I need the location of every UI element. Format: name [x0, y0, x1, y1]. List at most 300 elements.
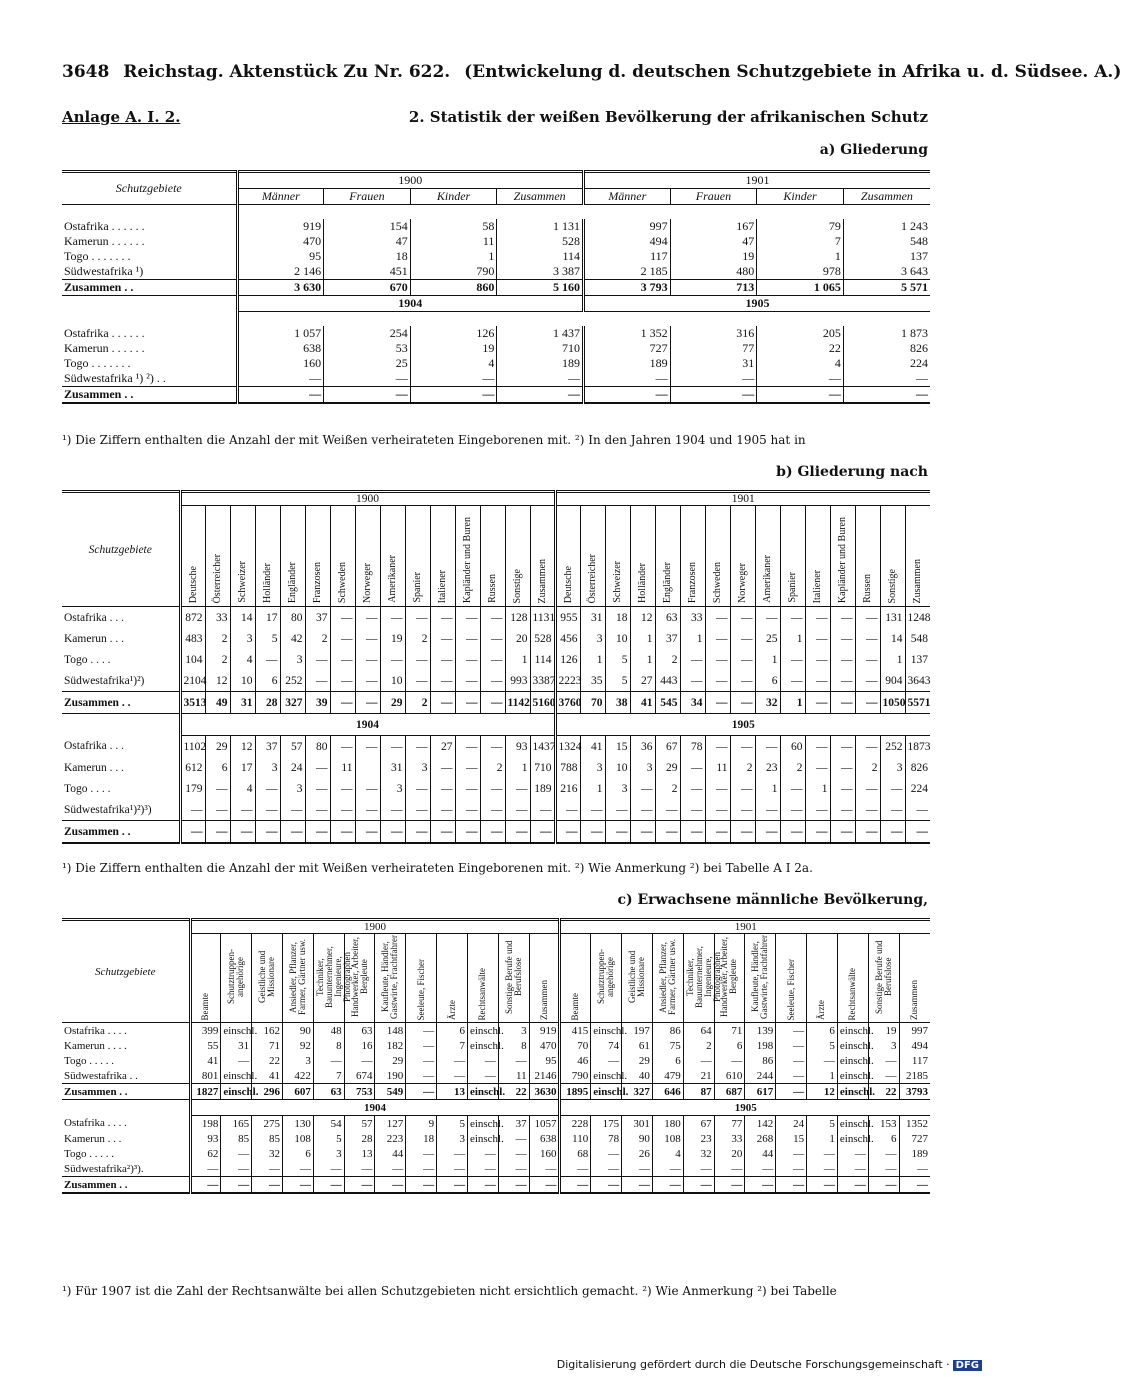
table-cell: 10 [605, 628, 630, 649]
table-cell: einschl. [467, 1038, 498, 1053]
total-cell: 70 [580, 692, 605, 714]
table-cell: 19 [868, 1023, 899, 1039]
column-header-text: Seeleute, Fischer [785, 958, 796, 1020]
table-cell: 31 [580, 607, 605, 629]
total-cell: — [560, 1177, 591, 1194]
table-cell: — [591, 1053, 622, 1068]
table-row [62, 1068, 930, 1084]
table-cell: — [830, 799, 855, 821]
year-header: 1904 [190, 1100, 560, 1116]
table-cell: — [730, 799, 755, 821]
table-cell: 41 [252, 1068, 283, 1084]
table-cell: — [880, 799, 905, 821]
table-cell: — [355, 607, 380, 629]
column-header-text: Rechtsanwälte [847, 967, 858, 1020]
table-cell: — [280, 799, 305, 821]
total-cell: — [480, 692, 505, 714]
table-cell: 25 [755, 628, 780, 649]
table-cell: — [755, 799, 780, 821]
table-cell: 244 [745, 1068, 776, 1084]
table-cell: 175 [591, 1116, 622, 1132]
total-cell: 1827 [190, 1084, 221, 1100]
table-cell: — [780, 607, 805, 629]
table-cell: 6 [807, 1023, 838, 1039]
total-cell: — [406, 1084, 437, 1100]
table-row [62, 1038, 930, 1053]
table-cell: — [330, 628, 355, 649]
table-cell: 3 [380, 778, 405, 799]
table-cell: — [855, 670, 880, 692]
table-cell: 77 [670, 341, 757, 356]
column-header-text: Norweger [362, 563, 373, 603]
table-cell: — [355, 736, 380, 758]
total-cell: — [410, 387, 497, 404]
column-header [705, 506, 730, 607]
table-cell: einschl. [221, 1023, 252, 1039]
total-cell: 41 [630, 692, 655, 714]
table-cell: — [480, 736, 505, 758]
table-cell: 3 [255, 757, 280, 778]
colony-name: Kamerun . . . . . . [64, 341, 145, 355]
year-header: 1901 [584, 172, 931, 189]
table-cell: 4 [230, 649, 255, 670]
table-cell: 55 [190, 1038, 221, 1053]
column-header-row [62, 506, 930, 607]
table-cell: 48 [313, 1023, 344, 1039]
total-cell: — [899, 1177, 930, 1194]
table-cell: — [730, 607, 755, 629]
table-cell: 12 [205, 670, 230, 692]
table-cell: — [652, 1161, 683, 1177]
total-cell: 3 630 [237, 280, 324, 296]
table-cell: 612 [180, 757, 205, 778]
column-header [467, 934, 498, 1023]
table-cell: 1 131 [497, 219, 584, 234]
table-cell: — [705, 778, 730, 799]
year-header: 1900 [180, 492, 555, 506]
table-cell: 130 [282, 1116, 313, 1132]
total-cell: 22 [498, 1084, 529, 1100]
table-cell: — [467, 1161, 498, 1177]
table-cell: 494 [584, 234, 671, 249]
table-cell: — [680, 799, 705, 821]
table-cell: 37 [255, 736, 280, 758]
total-cell: — [757, 387, 844, 404]
table-cell: — [255, 799, 280, 821]
table-cell: 451 [324, 264, 411, 280]
column-header-text: Handwerker, Arbeiter, Bergleute [349, 937, 369, 1017]
year-header: 1905 [560, 1100, 930, 1116]
column-header [630, 506, 655, 607]
digitization-credit [557, 1358, 982, 1371]
column-header [580, 506, 605, 607]
table-cell: — [830, 757, 855, 778]
table-cell: — [255, 649, 280, 670]
table-cell: 727 [584, 341, 671, 356]
table-cell: 71 [252, 1038, 283, 1053]
table-cell: — [807, 1161, 838, 1177]
table-cell: 904 [880, 670, 905, 692]
table-cell: 80 [305, 736, 330, 758]
table-cell: — [410, 371, 497, 387]
table-cell: — [380, 736, 405, 758]
column-header [830, 506, 855, 607]
table-cell: 3 [280, 778, 305, 799]
column-header: Zusammen [497, 189, 584, 205]
total-label: Zusammen . . [64, 1178, 128, 1191]
table-cell: 528 [497, 234, 584, 249]
year-header: 1901 [560, 920, 930, 934]
table-cell: 95 [237, 249, 324, 264]
column-header: Frauen [324, 189, 411, 205]
table-cell: — [855, 799, 880, 821]
table-cell: 3 [498, 1023, 529, 1039]
table-cell: 47 [670, 234, 757, 249]
total-cell: 753 [344, 1084, 375, 1100]
table-cell: 148 [375, 1023, 406, 1039]
table-cell: — [480, 607, 505, 629]
table-cell: — [714, 1053, 745, 1068]
column-header: Kinder [410, 189, 497, 205]
table-cell: — [705, 736, 730, 758]
total-label: Zusammen . . [64, 696, 131, 709]
table-cell: 5 [255, 628, 280, 649]
column-header-text: Techniker, Bauunternehmer, Ingenieure, Photographen [314, 946, 352, 1008]
table-cell: einschl. [837, 1116, 868, 1132]
table-cell: 919 [237, 219, 324, 234]
total-cell: 3630 [529, 1084, 560, 1100]
section-a-subtitle: a) Gliederung [819, 142, 928, 158]
column-header [905, 506, 930, 607]
table-row [62, 1023, 930, 1039]
column-header-text: Russen [862, 574, 873, 603]
table-cell: 1131 [530, 607, 555, 629]
table-cell: — [730, 628, 755, 649]
table-cell: 2 [655, 778, 680, 799]
table-cell: — [605, 799, 630, 821]
table-cell: — [480, 649, 505, 670]
table-cell: — [190, 1161, 221, 1177]
table-row [62, 799, 930, 821]
table-cell: 67 [683, 1116, 714, 1132]
column-header-text: Franzosen [312, 561, 323, 603]
table-cell: 1 [805, 778, 830, 799]
table-cell: — [830, 628, 855, 649]
total-cell: 1050 [880, 692, 905, 714]
table-cell: — [868, 1161, 899, 1177]
page-title: 2. Statistik der weißen Bevölkerung der afrikanischen Schutz [408, 108, 928, 126]
table-cell: 3 [580, 628, 605, 649]
table-cell: 71 [714, 1023, 745, 1039]
table-cell: 53 [324, 341, 411, 356]
total-cell: — [280, 821, 305, 844]
column-header-text: Kaufleute, Händler, Gastwirte, Frachtfahrer [750, 935, 770, 1019]
year-row [62, 296, 930, 312]
section-c-footnote: ¹) Für 1907 ist die Zahl der Rechtsanwälte bei allen Schutzgebieten nicht ersichtlich gemacht. ²) Wie Anmerkung ²) bei Tabelle [62, 1284, 837, 1298]
table-cell: einschl. [467, 1023, 498, 1039]
table-cell: 54 [313, 1116, 344, 1132]
column-header-text: Franzosen [687, 561, 698, 603]
colony-name: Südwestafrika ¹) [64, 264, 144, 278]
colony-name: Ostafrika . . . . . . [64, 326, 145, 340]
table-cell: — [555, 799, 580, 821]
total-cell: — [730, 692, 755, 714]
total-cell: — [252, 1177, 283, 1194]
table-cell: — [899, 1161, 930, 1177]
table-cell: — [405, 649, 430, 670]
column-header: Zusammen [843, 189, 930, 205]
table-cell: 25 [324, 356, 411, 371]
total-cell: — [313, 1177, 344, 1194]
table-cell: 494 [899, 1038, 930, 1053]
colony-name: Kamerun . . . [64, 632, 125, 645]
total-cell: 607 [282, 1084, 313, 1100]
table-cell: 2 [480, 757, 505, 778]
total-cell: — [375, 1177, 406, 1194]
table-cell: — [868, 1053, 899, 1068]
table-cell: — [730, 649, 755, 670]
total-cell: — [843, 387, 930, 404]
table-cell: 470 [529, 1038, 560, 1053]
table-cell: — [670, 371, 757, 387]
year-row [62, 492, 930, 506]
table-cell: — [498, 1161, 529, 1177]
table-cell: 29 [622, 1053, 653, 1068]
table-cell: — [855, 649, 880, 670]
table-cell: 1 [680, 628, 705, 649]
total-cell: — [529, 1177, 560, 1194]
table-cell: 27 [630, 670, 655, 692]
table-cell: — [430, 799, 455, 821]
table-cell: 7 [757, 234, 844, 249]
table-cell: 790 [410, 264, 497, 280]
table-cell: — [705, 649, 730, 670]
column-header-text: Österreicher [212, 553, 223, 603]
total-row [62, 280, 930, 296]
column-header-text: Zusammen [536, 558, 548, 603]
publication-reference: Reichstag. Aktenstück Zu Nr. 622. [123, 62, 451, 82]
table-cell: 710 [530, 757, 555, 778]
table-row [62, 371, 930, 387]
total-cell: — [584, 387, 671, 404]
table-cell: — [905, 799, 930, 821]
total-cell: — [622, 1177, 653, 1194]
table-cell: 1 057 [237, 326, 324, 341]
table-cell: 19 [670, 249, 757, 264]
table-cell: einschl. [837, 1068, 868, 1084]
table-cell: 142 [745, 1116, 776, 1132]
table-cell: — [480, 628, 505, 649]
table-cell: 6 [755, 670, 780, 692]
total-cell: — [437, 1177, 468, 1194]
table-cell: 189 [584, 356, 671, 371]
table-cell: — [406, 1146, 437, 1161]
table-cell: 24 [280, 757, 305, 778]
table-cell: 33 [714, 1131, 745, 1146]
total-cell: einschl. [837, 1084, 868, 1100]
column-header-text: Techniker, Bauunternehmer, Ingenieure, Photographen [684, 946, 722, 1008]
table-cell: 37 [655, 628, 680, 649]
total-cell: — [221, 1177, 252, 1194]
table-cell: — [855, 628, 880, 649]
table-cell: — [455, 670, 480, 692]
table-cell: — [529, 1161, 560, 1177]
table-row [62, 736, 930, 758]
colony-name: Ostafrika . . . . [64, 1024, 127, 1037]
table-cell: 198 [745, 1038, 776, 1053]
table-cell: 93 [190, 1131, 221, 1146]
table-cell: 3 [868, 1038, 899, 1053]
table-cell: — [705, 628, 730, 649]
table-cell: 2104 [180, 670, 205, 692]
table-cell: — [437, 1161, 468, 1177]
colony-header: Schutzgebiete [88, 543, 152, 556]
table-cell: 139 [745, 1023, 776, 1039]
table-cell: — [430, 649, 455, 670]
total-cell: 860 [410, 280, 497, 296]
column-header [480, 506, 505, 607]
colony-name: Südwestafrika . . [64, 1069, 138, 1082]
table-cell: — [580, 799, 605, 821]
total-cell: 646 [652, 1084, 683, 1100]
table-cell: 2 [780, 757, 805, 778]
table-cell: — [480, 799, 505, 821]
column-header [655, 506, 680, 607]
table-cell: 126 [555, 649, 580, 670]
total-cell: 5 571 [843, 280, 930, 296]
table-cell: — [205, 799, 230, 821]
total-cell: — [190, 1177, 221, 1194]
total-cell: — [680, 821, 705, 844]
table-cell: — [680, 670, 705, 692]
table-row [62, 341, 930, 356]
table-cell: 32 [252, 1146, 283, 1161]
column-header [622, 934, 653, 1023]
table-cell: 6 [255, 670, 280, 692]
total-cell: 687 [714, 1084, 745, 1100]
table-cell: einschl. [591, 1068, 622, 1084]
table-cell: — [344, 1161, 375, 1177]
total-cell: — [498, 1177, 529, 1194]
table-cell: — [252, 1161, 283, 1177]
column-header-text: Zusammen [538, 980, 549, 1020]
total-cell: — [205, 821, 230, 844]
colony-name: Togo . . . . [64, 782, 111, 795]
total-cell: 5 160 [497, 280, 584, 296]
total-cell: 713 [670, 280, 757, 296]
table-cell: — [467, 1068, 498, 1084]
column-header [305, 506, 330, 607]
table-row [62, 249, 930, 264]
table-cell: 114 [530, 649, 555, 670]
column-header [252, 934, 283, 1023]
table-cell: 1 [757, 249, 844, 264]
table-cell: 167 [670, 219, 757, 234]
table-cell: 92 [282, 1038, 313, 1053]
column-header [406, 934, 437, 1023]
total-cell: — [705, 821, 730, 844]
year-header: 1904 [237, 296, 584, 312]
total-cell: — [755, 821, 780, 844]
table-cell: — [467, 1053, 498, 1068]
table-cell: — [730, 778, 755, 799]
table-cell: — [497, 371, 584, 387]
column-header-text: Beamte [570, 992, 581, 1020]
table-cell: 610 [714, 1068, 745, 1084]
table-cell: — [776, 1068, 807, 1084]
table-cell: — [313, 1053, 344, 1068]
table-cell: 12 [230, 736, 255, 758]
table-cell: 29 [655, 757, 680, 778]
colony-name: Togo . . . . . [64, 1147, 114, 1160]
table-cell: 189 [899, 1146, 930, 1161]
table-cell: 5 [605, 670, 630, 692]
table-cell: 1 243 [843, 219, 930, 234]
table-cell: 182 [375, 1038, 406, 1053]
table-cell: 6 [714, 1038, 745, 1053]
table-cell: 5 [437, 1116, 468, 1132]
table-cell: — [776, 1146, 807, 1161]
section-c-subtitle: c) Erwachsene männliche Bevölkerung, [617, 892, 928, 908]
table-c-occupation [62, 918, 930, 1194]
table-cell: 1 873 [843, 326, 930, 341]
total-cell: — [305, 821, 330, 844]
table-cell: 31 [670, 356, 757, 371]
table-cell: 58 [410, 219, 497, 234]
table-cell: 6 [282, 1146, 313, 1161]
table-b-nationality [62, 490, 930, 844]
colony-name: Ostafrika . . . . . . [64, 219, 145, 233]
column-header-text: Sonstige [512, 568, 523, 603]
column-header-text: Zusammen [912, 558, 924, 603]
table-cell: 7 [313, 1068, 344, 1084]
table-cell: 18 [324, 249, 411, 264]
colony-name: Kamerun . . . . . . [64, 234, 145, 248]
table-cell: 3 [630, 757, 655, 778]
table-cell: — [868, 1068, 899, 1084]
table-row [62, 234, 930, 249]
table-cell: — [330, 649, 355, 670]
total-cell: — [344, 1177, 375, 1194]
total-cell: — [807, 1177, 838, 1194]
table-cell: — [880, 778, 905, 799]
total-cell: 13 [437, 1084, 468, 1100]
total-cell: — [805, 821, 830, 844]
table-cell: 3 [280, 649, 305, 670]
total-cell: — [430, 821, 455, 844]
table-cell [355, 757, 380, 778]
table-cell: 978 [757, 264, 844, 280]
table-cell: 399 [190, 1023, 221, 1039]
total-cell: — [330, 692, 355, 714]
column-header [605, 506, 630, 607]
column-header-text: Schweizer [612, 561, 623, 603]
total-row [62, 821, 930, 844]
total-cell: 1 [780, 692, 805, 714]
table-cell: — [584, 371, 671, 387]
table-cell: 3387 [530, 670, 555, 692]
table-cell: — [591, 1146, 622, 1161]
column-header-text: Engländer [287, 561, 298, 603]
table-cell: 4 [652, 1146, 683, 1161]
year-header: 1904 [180, 714, 555, 736]
table-cell: — [344, 1053, 375, 1068]
total-cell: 3513 [180, 692, 205, 714]
table-cell: 2 [305, 628, 330, 649]
total-cell: — [455, 692, 480, 714]
table-cell: 8 [498, 1038, 529, 1053]
column-header-text: Rechtsanwälte [477, 967, 488, 1020]
